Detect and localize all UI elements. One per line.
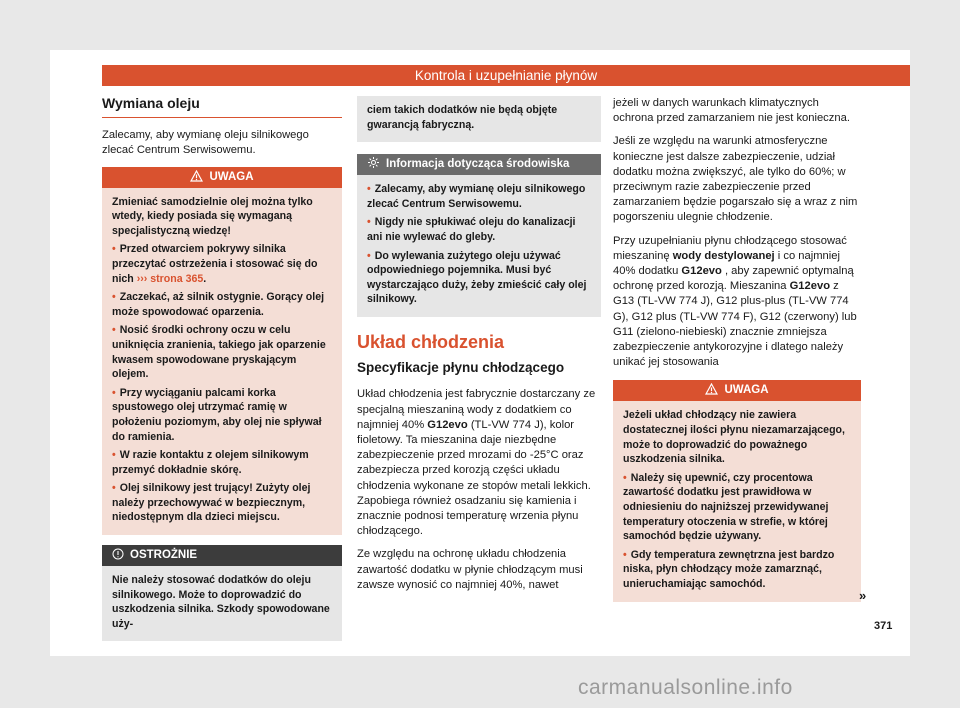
warning-lead: Jeżeli układ chłodzący nie zawiera dostatecznej ilości płynu niezamarzającego, może to doprowadzić do poważnego uszkodzenia silnika. bbox=[623, 409, 845, 466]
warning-item: • Przy wyciąganiu palcami korka spustowego olej utrzymać ramię w położeniu poziomym, aby olej nie spływał do ramienia. bbox=[112, 386, 332, 444]
environment-label: Informacja dotycząca środowiska bbox=[386, 158, 570, 171]
warning-lead: Zmieniać samodzielnie olej można tylko wtedy, kiedy posiada się wymaganą specjalistyczną wiedzę! bbox=[112, 195, 313, 237]
warning-header bbox=[102, 167, 342, 188]
caution-header bbox=[102, 545, 342, 566]
caution-body-continued bbox=[357, 96, 601, 142]
warning-label: UWAGA bbox=[209, 170, 254, 183]
page-header: Kontrola i uzupełnianie płynów bbox=[102, 65, 910, 86]
warning-item: • Przed otwarciem pokrywy silnika przeczytać ostrzeżenia i stosować się do nich ››› strona 365. bbox=[112, 242, 332, 286]
warning-item: • Nosić środki ochrony oczu w celu uniknięcia zranienia, takiego jak oparzenie kwasem spowodowane pryskającym olejem. bbox=[112, 323, 332, 381]
manual-page bbox=[50, 50, 910, 656]
caution-body bbox=[102, 566, 342, 641]
caution-box bbox=[102, 545, 342, 641]
caution-box-continued bbox=[357, 96, 601, 142]
leaf-icon bbox=[367, 156, 380, 169]
warning-box-coolant bbox=[613, 380, 861, 601]
warning-body bbox=[613, 401, 861, 601]
environment-box bbox=[357, 154, 601, 317]
coolant-paragraph-3: jeżeli w danych warunkach klimatycznych ochrona przed zamarzaniem nie jest konieczna. bbox=[613, 97, 850, 125]
warning-item: • Zaczekać, aż silnik ostygnie. Gorący olej może spowodować oparzenia. bbox=[112, 290, 332, 319]
page-reference-link[interactable]: ››› strona 365 bbox=[136, 272, 204, 285]
subsection-title-coolant: Specyfikacje płynu chłodzącego bbox=[357, 360, 565, 376]
warning-header bbox=[613, 380, 861, 401]
column-left bbox=[102, 96, 342, 651]
page-number: 371 bbox=[874, 620, 893, 632]
environment-header bbox=[357, 154, 601, 175]
caution-label: OSTROŻNIE bbox=[130, 549, 198, 562]
environment-body bbox=[357, 175, 601, 317]
caution-continued-text: ciem takich dodatków nie będą objęte gwarancją fabryczną. bbox=[367, 104, 558, 131]
warning-label: UWAGA bbox=[724, 384, 769, 397]
warning-triangle-icon bbox=[190, 170, 203, 182]
coolant-paragraph-4: Jeśli ze względu na warunki atmosferyczne konieczne jest dalsze zabezpieczenie, udział dodatku można zwiększyć, ale tylko do 60%; w przeciwnym razie zabezpieczenie przed zamarzaniem będzie pogarszało się a wraz z nim pogorszeniu ulegnie chłodzenie. bbox=[613, 135, 858, 224]
column-middle bbox=[357, 96, 601, 601]
environment-item: • Nigdy nie spłukiwać oleju do kanalizacji ani nie wylewać do gleby. bbox=[367, 215, 591, 244]
warning-box-oil bbox=[102, 167, 342, 535]
continue-marker: » bbox=[859, 588, 867, 603]
caution-text: Nie należy stosować dodatków do oleju silnikowego. Może to doprowadzić do uszkodzenia silnika. Szkody spowodowane uży- bbox=[112, 574, 330, 630]
section-title-oil-change: Wymiana oleju bbox=[102, 96, 342, 118]
warning-item: • Należy się upewnić, czy procentowa zawartość dodatku jest prawidłowa w odniesieniu do najniższej przewidywanej temperatury otoczenia w strefie, w której samochód będzie używany. bbox=[623, 471, 851, 544]
warning-item: • Gdy temperatura zewnętrzna jest bardzo niska, płyn chłodzący może zamarznąć, unieruchamiając samochód. bbox=[623, 548, 851, 592]
warning-item: • W razie kontaktu z olejem silnikowym przemyć dokładnie skórę. bbox=[112, 448, 332, 477]
environment-item: • Zalecamy, aby wymianę oleju silnikowego zlecać Centrum Serwisowemu. bbox=[367, 182, 591, 211]
warning-item: • Olej silnikowy jest trujący! Zużyty olej należy przechowywać w bezpiecznym, niedostępnym dla dzieci miejscu. bbox=[112, 481, 332, 525]
chapter-title-cooling: Układ chłodzenia bbox=[357, 331, 505, 352]
coolant-paragraph-1: Układ chłodzenia jest fabrycznie dostarczany ze specjalną mieszaniną wody z dodatkiem co najmniej 40% G12evo (TL-VW 774 J), kolor fioletowy. Ta mieszanina daje niezbędne zabezpieczenie przed mrozami do -25°C oraz zabezpiecza przed korozją części układu chłodzenia wykonane ze stopów metali lekkich. Zapobiega również osadzaniu się kamienia i znacznie podnosi temperaturę wrzenia płynu chłodzącego. bbox=[357, 388, 596, 538]
environment-item: • Do wylewania zużytego oleju używać odpowiedniego pojemnika. Musi być wystarczająco duży, żeby zmieścić cały olej silnikowy. bbox=[367, 249, 591, 307]
watermark: carmanualsonline.info bbox=[578, 676, 793, 699]
oil-intro-text: Zalecamy, aby wymianę oleju silnikowego zlecać Centrum Serwisowemu. bbox=[102, 129, 309, 157]
column-right bbox=[613, 96, 861, 612]
warning-body bbox=[102, 188, 342, 535]
coolant-paragraph-2: Ze względu na ochronę układu chłodzenia zawartość dodatku w płynie chłodzącym musi zawsze wynosić co najmniej 40%, nawet bbox=[357, 548, 583, 591]
info-circle-icon bbox=[112, 548, 124, 560]
warning-triangle-icon bbox=[705, 383, 718, 395]
coolant-paragraph-5: Przy uzupełnianiu płynu chłodzącego stosować mieszaninę wody destylowanej i co najmniej 40% dodatku G12evo , aby zapewnić optymalną ochronę przed korozją. Mieszanina G12evo z G13 (TL-VW 774 J), G12 plus-plus (TL-VW 774 G), G12 plus (TL-VW 774 F), G12 (czerwony) lub G11 (zielono-niebieski) znacznie zmniejsza zabezpieczenie antykorozyjne i dlatego należy unikać jej stosowania bbox=[613, 234, 857, 369]
